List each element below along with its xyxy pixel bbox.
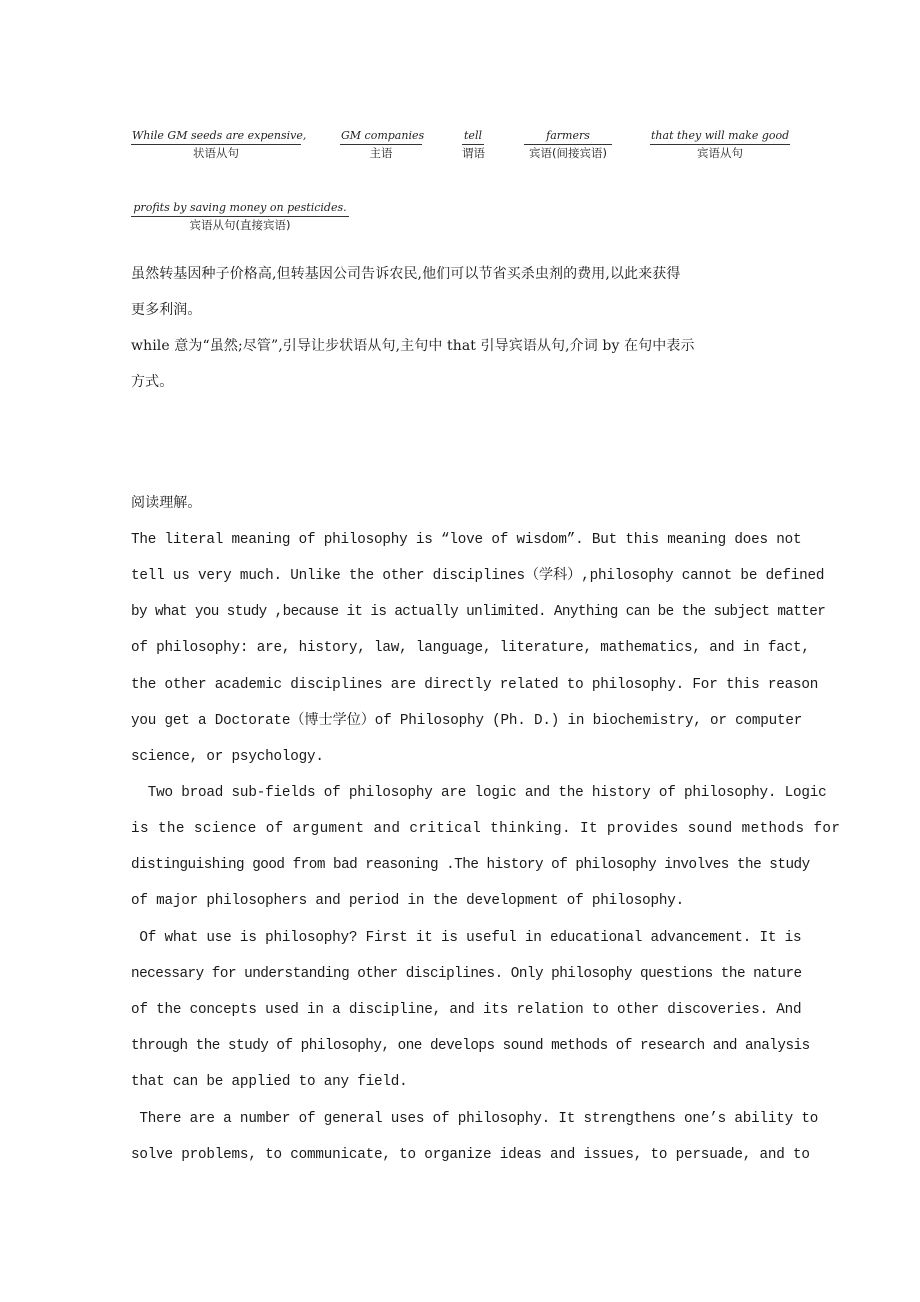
- passage-line: by what you study ,because it is actually unlimited. Anything can be the subject matter: [131, 604, 826, 620]
- passage-line: science, or psychology.: [131, 749, 324, 765]
- segment-english: profits by saving money on pesticides.: [131, 201, 349, 217]
- passage-line: The literal meaning of philosophy is “love of wisdom”. But this meaning does not: [131, 532, 802, 548]
- segment-label: 宾语从句(直接宾语): [189, 218, 291, 232]
- passage-line: through the study of philosophy, one develops sound methods of research and analysis: [131, 1038, 810, 1054]
- passage-line: solve problems, to communicate, to organize ideas and issues, to persuade, and to: [131, 1147, 810, 1163]
- analysis-line: while 意为“虽然;尽管”,引导让步状语从句,主句中 that 引导宾语从句,介词 by 在句中表示: [131, 338, 695, 354]
- analysis-line: 方式。: [131, 374, 174, 390]
- passage-line: distinguishing good from bad reasoning .The history of philosophy involves the study: [131, 857, 810, 873]
- section-heading: 阅读理解。: [131, 495, 202, 511]
- diagram-segment-subject: [340, 129, 425, 161]
- passage-line: of the concepts used in a discipline, and its relation to other discoveries. And: [131, 1002, 802, 1018]
- passage-line: Of what use is philosophy? First it is useful in educational advancement. It is: [131, 930, 802, 946]
- segment-english: While GM seeds are expensive,: [131, 129, 301, 145]
- passage-line: is the science of argument and critical thinking. It provides sound methods for: [131, 821, 841, 837]
- segment-label: 宾语(间接宾语): [529, 146, 607, 160]
- segment-english: that they will make good: [650, 129, 790, 145]
- diagram-segment-indirect-object: [524, 129, 612, 161]
- segment-english: tell: [462, 129, 484, 145]
- passage-line: of major philosophers and period in the development of philosophy.: [131, 893, 685, 909]
- passage-line: the other academic disciplines are directly related to philosophy. For this reason: [131, 677, 819, 693]
- passage-line: Two broad sub-fields of philosophy are logic and the history of philosophy. Logic: [131, 785, 827, 801]
- segment-label: 谓语: [462, 146, 485, 160]
- segment-label: 宾语从句: [697, 146, 743, 160]
- passage-line: of philosophy: are, history, law, language, literature, mathematics, and in fact,: [131, 640, 810, 656]
- segment-english: farmers: [524, 129, 612, 145]
- passage-line: tell us very much. Unlike the other disciplines（学科）,philosophy cannot be defined: [131, 568, 825, 584]
- diagram-segment-predicate: [462, 129, 484, 161]
- passage-line: you get a Doctorate（博士学位）of Philosophy (Ph. D.) in biochemistry, or computer: [131, 713, 803, 729]
- passage-line: necessary for understanding other disciplines. Only philosophy questions the nature: [131, 966, 802, 982]
- translation-line: 虽然转基因种子价格高,但转基因公司告诉农民,他们可以节省买杀虫剂的费用,以此来获得: [131, 266, 681, 282]
- diagram-segment-object-clause: [650, 129, 790, 161]
- passage-line: There are a number of general uses of philosophy. It strengthens one’s ability to: [131, 1111, 819, 1127]
- diagram-segment-adverbial-clause: [131, 129, 307, 161]
- segment-english: GM companies: [340, 129, 422, 145]
- passage-line: that can be applied to any field.: [131, 1074, 408, 1090]
- diagram-segment-direct-object: [131, 201, 349, 233]
- segment-label: 主语: [369, 146, 393, 160]
- segment-label: 状语从句: [193, 146, 239, 160]
- translation-line: 更多利润。: [131, 302, 202, 318]
